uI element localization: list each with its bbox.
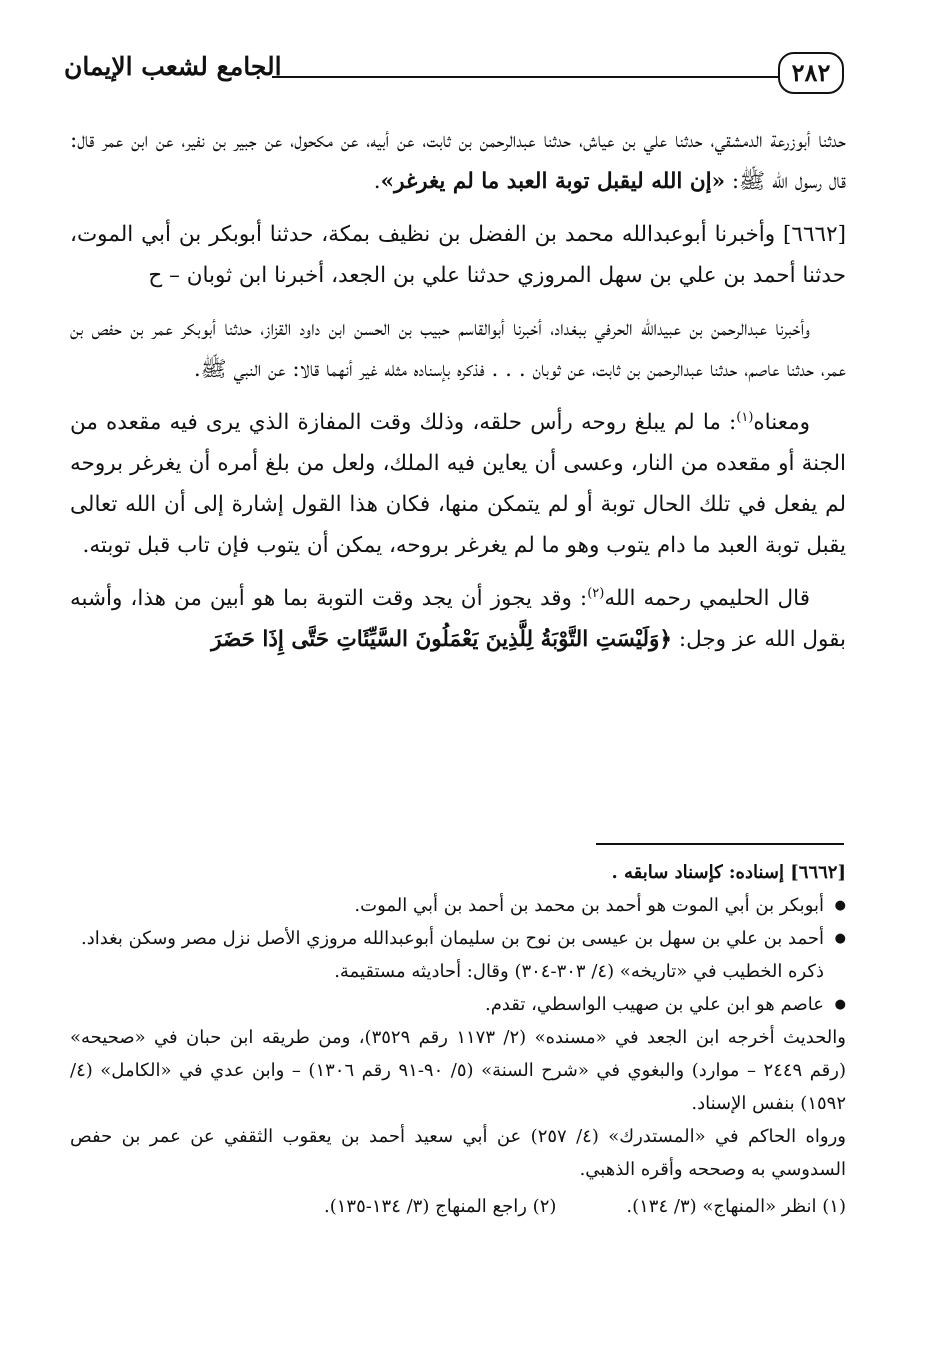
header-rule: [272, 76, 780, 78]
note-number: [٦٦٦٢]: [790, 862, 846, 883]
isnad-text: حدثنا أبوزرعة الدمشقي، حدثنا علي بن عياش، حدثنا عبدالرحمن بن ثابت، عن أبيه، عن مكحول، عن جبير بن نفير، عن ابن عمر قال: قال رسول الله ﷺ:: [70, 128, 846, 194]
note-bullet-2-detail: ذكره الخطيب في «تاريخه» (٤/ ٣٠٣-٣٠٤) وقال: أحاديثه مستقيمة.: [334, 961, 824, 982]
page-number-badge: [778, 52, 844, 94]
page-number: ٢٨٢: [791, 58, 831, 87]
period: .: [373, 169, 381, 194]
footnote-ref-1: (١): [736, 409, 754, 425]
note-takhrij: والحديث أخرجه ابن الجعد في «مسنده» (٢/ ١١٧٣ رقم ٣٥٢٩)، ومن طريقه ابن حبان في «صحيحه» (رقم ٢٤٤٩ – موارد) والبغوي في «شرح السنة» (٥/ ٩٠-٩١ رقم ١٣٠٦) – وابن عدي في «الكامل» (٤/ ١٥٩٢) بنفس الإسناد.: [70, 1027, 846, 1114]
note-isnad-text: إسناده: كإسناد سابقه .: [611, 862, 791, 883]
footnote-ref-2: (٢): [587, 585, 605, 601]
lead-text: قال الحليمي رحمه الله: [604, 586, 811, 611]
note-bullet-3: ● عاصم هو ابن علي بن صهيب الواسطي، تقدم.: [70, 988, 846, 1021]
book-title: الجامع لشعب الإيمان: [64, 52, 282, 81]
footnote-refs: [70, 1190, 846, 1223]
isnad-text: وأخبرنا عبدالرحمن بن عبيدالله الحرفي ببغداد، أخبرنا أبوالقاسم حبيب بن الحسن ابن داود القزاز، حدثنا أبوبكر عمر بن حفص بن عمر، حدثنا عاصم، حدثنا عبدالرحمن بن ثابت، عن ثوبان . . . فذكره بإسناده مثله غير أنهما قالا: عن النبي ﷺ.: [70, 316, 846, 382]
hadith-text: «إن الله ليقبل توبة العبد ما لم يغرغر»: [380, 169, 726, 194]
footnotes: [70, 856, 846, 1223]
note-hakim: ورواه الحاكم في «المستدرك» (٤/ ٢٥٧) عن أبي سعيد أحمد بن يعقوب الثقفي عن عمر بن حفص السدوسي به وصححه وأقره الذهبي.: [70, 1126, 847, 1180]
footnote-1: (١) انظر «المنهاج» (٣/ ١٣٤).: [626, 1196, 846, 1217]
quran-verse: ﴿وَلَيْسَتِ التَّوْبَةُ لِلَّذِينَ يَعْمَلُونَ السَّيِّئَاتِ حَتَّى إِذَا حَضَرَ: [211, 627, 673, 652]
note-bullet-1: ● أبوبكر بن أبي الموت هو أحمد بن محمد بن أحمد بن أبي الموت.: [70, 889, 846, 922]
note-isnad: [70, 856, 846, 889]
commentary-text: : ما لم يبلغ روحه رأس حلقه، وذلك وقت المفازة الذي يرى فيه مقعده من الجنة أو مقعده من النار، وعسى أن يعاين فيه الملك، ولعل من بلغ أمره أن يغرغر بروحه لم يفعل في تلك الحال توبة أو لم يتمكن منها، فكان هذا القول إشارة إلى أن الله تعالى يقبل توبة العبد ما دام يتوب وهو ما لم يغرغر بروحه، يمكن أن يتوب فإن تاب قبل توبته.: [70, 410, 846, 558]
main-text: [70, 120, 846, 660]
paragraph-5: [70, 578, 846, 660]
paragraph-1: [70, 120, 846, 202]
footnote-rule: [596, 843, 844, 845]
commentary-text: : وقد يجوز أن يجد وقت التوبة بما هو أبين من هذا، وأشبه بقول الله عز وجل:: [70, 586, 846, 652]
lead-text: ومعناه: [753, 410, 810, 435]
note-bullet-2: ● أحمد بن علي بن سهل بن عيسى بن نوح بن سليمان أبوعبدالله مروزي الأصل نزل مصر وسكن بغداد.: [70, 922, 846, 955]
isnad-text: وأخبرنا أبوعبدالله محمد بن الفضل بن نظيف بمكة، حدثنا أبوبكر بن أبي الموت، حدثنا أحمد بن علي بن سهل المروزي حدثنا علي بن الجعد، أخبرنا ابن ثوبان – ح: [70, 222, 846, 288]
hadith-number: [٦٦٦٢]: [783, 222, 846, 247]
footnote-2: (٢) راجع المنهاج (٣/ ١٣٤-١٣٥).: [324, 1196, 557, 1217]
paragraph-4: [70, 402, 846, 566]
paragraph-2: [70, 214, 846, 296]
paragraph-3: [70, 308, 846, 390]
